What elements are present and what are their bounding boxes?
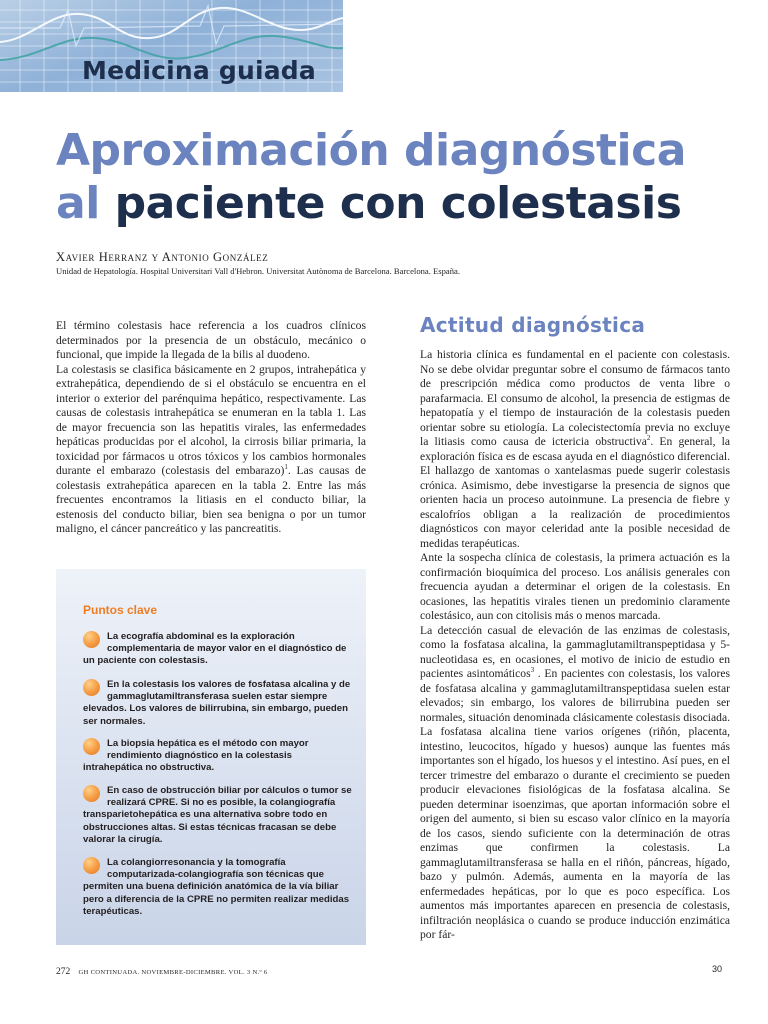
orange-ball-bullet-icon: [83, 738, 100, 755]
paragraph: La historia clínica es fundamental en el paciente con colestasis. No se debe olvidar preguntar sobre el consumo de fármacos tanto de prescripción médica como productos de venta libre o parafarmacia. El consumo de alcohol, la presencia de estigmas de hepatopatía y el tiempo de instauración de la colestasis pueden orientar sobre su etiología. La colecistectomía previa no excluye la litiasis como causa de ictericia obstructiva$^2$. En general, la exploración física es de escasa ayuda en el diagnóstico diferencial. El hallazgo de xantomas o xantelasmas puede sugerir colestasis crónica. Asimismo, debe investigarse la presencia de signos que orienten hacia un proceso autoinmune. La presencia de fiebre y escalofríos obligan a la realización de procedimientos diagnósticos con mayor celeridad ante la posible necesidad de medidas terapéuticas.: [420, 348, 730, 550]
section-heading: Actitud diagnóstica: [420, 313, 646, 337]
affiliation: Unidad de Hepatología. Hospital Universitari Vall d'Hebron. Universitat Autònoma de Barcelona. Barcelona. España.: [56, 266, 460, 276]
authors: Xavier Herranz y Antonio González: [56, 250, 269, 264]
journal-info: GH CONTINUADA. NOVIEMBRE-DICIEMBRE. VOL. 3 N.º 6: [78, 969, 268, 976]
section-label: Medicina guiada: [82, 56, 316, 85]
paragraph: La detección casual de elevación de las enzimas de colestasis, como la fosfatasa alcalina, la gammaglutamiltranspeptidasa y 5-nucleotidasa es, en ocasiones, el motivo de inicio de estudio en pacientes asintomáticos$^3$ . En pacientes con colestasis, los valores de fosfatasa alcalina y gammaglutamiltranspeptidasa suelen estar elevados; sin embargo, los valores de bilirrubina pueden ser normales, situación denominada clásicamente colestasis disociada. La fosfatasa alcalina tiene varios orígenes (riñón, placenta, intestino, leucocitos, hígado y huesos) aunque las fuentes más importantes son el hígado, los huesos y el intestino. Así pues, en el tercer trimestre del embarazo o durante el crecimiento se pueden producir elevaciones fisiológicas de la fosfatasa alcalina. Se pueden determinar isoenzimas, que aportan información sobre el origen del aumento, si bien su escaso valor clínico en la mayoría de los casos, siendo suficiente con la determinación de otras enzimas que confirmen la colestasis. La gammaglutamiltransferasa se halla en el riñón, páncreas, hígado, bazo y pulmón. Además, aumenta en la mayoría de las enfermedades hepáticas, por lo que es poco específica. Los aumentos más importantes aparecen en presencia de colestasis, infiltración neoplásica o cuando se produce inducción enzimática por fár-: [420, 623, 730, 941]
orange-ball-bullet-icon: [83, 631, 100, 648]
reference-mark[interactable]: 1: [284, 463, 288, 472]
key-point-item: En caso de obstrucción biliar por cálculos o tumor se realizará CPRE. Si no es posible, la colangiografía transparietohepática es una alternativa sobre todo en obstrucciones altas. Si estas técnicas fracasan se debe valorar la cirugía.: [83, 785, 352, 845]
key-points-box: [56, 569, 366, 945]
title-line2-main: paciente con colestasis: [114, 178, 682, 229]
paragraph: Ante la sospecha clínica de colestasis, la primera actuación es la confirmación bioquímica del proceso. Los análisis generales con frecuencia ayudan a determinar el origen de la colestasis. En ocasiones, las hepatitis virales tienen un predominio claramente colestásico, aun con citolisis más o menos marcada.: [420, 551, 730, 622]
article-title: [56, 124, 686, 230]
page-number-left: 272: [56, 967, 71, 977]
reference-mark[interactable]: 2: [646, 434, 651, 443]
left-column: [56, 319, 366, 537]
paragraph: El término colestasis hace referencia a los cuadros clínicos determinados por la presencia de un obstáculo, mecánico o funcional, que impide la llegada de la bilis al duodeno.: [56, 319, 366, 361]
header-banner: [0, 0, 343, 92]
right-column: [420, 348, 730, 943]
footer-left: [56, 966, 267, 977]
page-number-right: 30: [712, 964, 723, 974]
orange-ball-bullet-icon: [83, 679, 100, 696]
key-point-item: La biopsia hepática es el método con mayor rendimiento diagnóstico en la colestasis intrahepática no obstructiva.: [83, 738, 309, 774]
reference-mark[interactable]: 3: [530, 666, 535, 675]
title-line2-prefix: al: [56, 178, 100, 229]
orange-ball-bullet-icon: [83, 857, 100, 874]
paragraph: La colestasis se clasifica básicamente en 2 grupos, intrahepática y extrahepática, dependiendo de si el obstáculo se encuentra en el interior o exterior del parénquima hepático, respectivamente. Las causas de colestasis intrahepática se enumeran en la tabla 1. Las de mayor frecuencia son las hepatitis virales, las enfermedades hepáticas producidas por el alcohol, la cirrosis biliar primaria, la toxicidad por fármacos u otros tóxicos y los cambios hormonales durante el embarazo (colestasis del embarazo)$^1$. Las causas de colestasis extrahepática aparecen en la tabla 2. Entre las más frecuentes encontramos la litiasis en el conducto biliar, la estenosis del conducto biliar, bien sea benigna o por un tumor maligno, el cáncer pancreático y las pancreatitis.: [56, 362, 366, 535]
orange-ball-bullet-icon: [83, 785, 100, 802]
key-points-title: Puntos clave: [83, 603, 158, 617]
key-point-item: La ecografía abdominal es la exploración complementaria de mayor valor en el diagnóstico de un paciente con colestasis.: [83, 631, 347, 667]
key-point-item: La colangiorresonancia y la tomografía computarizada-colangiografía son técnicas que permiten una buena definición anatómica de la vía biliar pero a diferencia de la CPRE no permiten realizar medidas terapéuticas.: [83, 857, 350, 917]
title-line1: Aproximación diagnóstica: [56, 125, 686, 176]
key-point-item: En la colestasis los valores de fosfatasa alcalina y de gammaglutamiltransferasa suelen estar siempre elevados. Los valores de bilirrubina, sin embargo, pueden ser normales.: [83, 679, 351, 727]
